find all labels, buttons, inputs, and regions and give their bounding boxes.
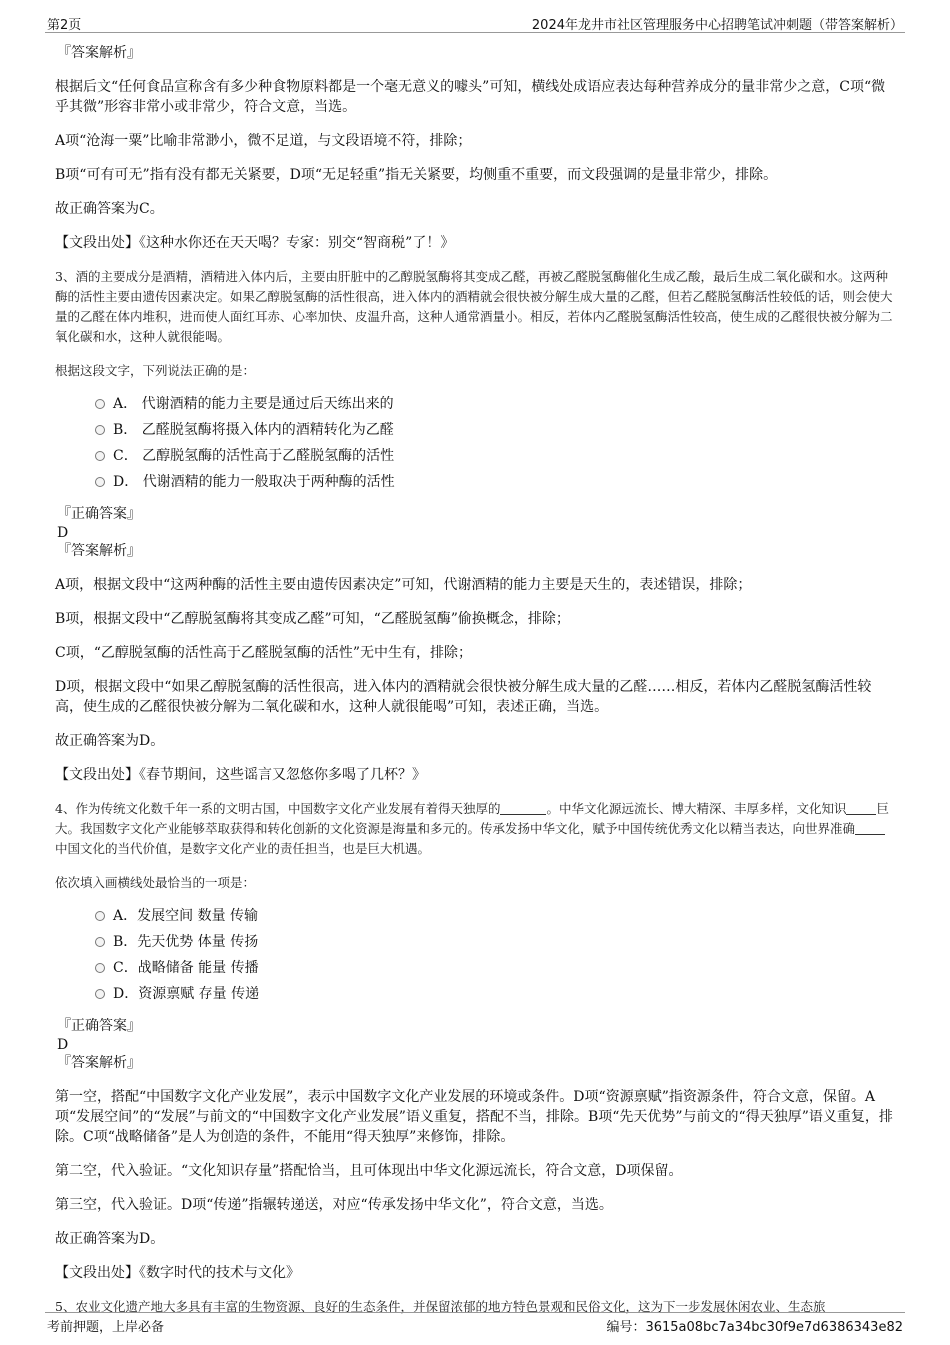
q4-answer: D bbox=[57, 1037, 69, 1053]
q3-analysis-a: A项，根据文段中“这两种酶的活性主要由遗传因素决定”可知，代谢酒精的能力主要是天生的，表述错误，排除； bbox=[55, 577, 752, 593]
q3-option-d[interactable]: D． 代谢酒精的能力一般取决于两种酶的活性 bbox=[95, 469, 895, 495]
q5-stem-partial: 5、农业文化遗产地大多具有丰富的生物资源、良好的生态条件，并保留浓郁的地方特色景观和民俗文化，这为下一步发展休闲农业、生态旅 bbox=[55, 1299, 826, 1314]
q3-analysis-c: C项，“乙醇脱氢酶的活性高于乙醛脱氢酶的活性”无中生有，排除； bbox=[55, 645, 473, 661]
blank-2 bbox=[846, 800, 876, 815]
q3-stem: 3、酒的主要成分是酒精，酒精进入体内后，主要由肝脏中的乙醇脱氢酶将其变成乙醛，再被乙醛脱氢酶催化生成乙酸，最后生成二氧化碳和水。这两种酶的活性主要由遗传因素决定。如果乙醇脱氢酶的活性很高，进入体内的酒精就会很快被分解生成大量的乙醛，但若乙醛脱氢酶活性较低的话，则会使大量的乙醛在体内堆积，进而使人面红耳赤、心率加快、皮温升高，这种人通常酒量小。相反，若体内乙醛脱氢酶活性较高，使生成的乙醛很快被分解为二氧化碳和水，这种人就很能喝。 bbox=[55, 269, 893, 344]
footer-slogan: 考前押题，上岸必备 bbox=[47, 1320, 165, 1335]
q4-options bbox=[95, 903, 895, 1007]
radio-button[interactable] bbox=[95, 425, 105, 435]
page-header bbox=[45, 12, 905, 33]
q4-option-b[interactable]: B．先天优势 体量 传扬 bbox=[95, 929, 895, 955]
q4-prompt: 依次填入画横线处最恰当的一项是： bbox=[55, 875, 256, 890]
q3-analysis-b: B项，根据文段中“乙醇脱氢酶将其变成乙醛”可知，“乙醛脱氢酶”偷换概念，排除； bbox=[55, 611, 570, 627]
radio-button[interactable] bbox=[95, 937, 105, 947]
q4-analysis-1: 第一空，搭配“中国数字文化产业发展”，表示中国数字文化产业发展的环境或条件。D项“资源禀赋”指资源条件，符合文意，保留。A项“发展空间”的“发展”与前文的“中国数字文化产业发展”语义重复，搭配不当，排除。B项“先天优势”与前文的“得天独厚”语义重复，排除。C项“战略储备”是人为创造的条件，不能用“得天独厚”来修饰，排除。 bbox=[55, 1089, 893, 1145]
q3-conclusion: 故正确答案为D。 bbox=[55, 733, 165, 749]
analysis-label: 『答案解析』 bbox=[57, 45, 141, 61]
radio-button[interactable] bbox=[95, 399, 105, 409]
q3-analysis-d: D项，根据文段中“如果乙醇脱氢酶的活性很高，进入体内的酒精就会很快被分解生成大量的乙醛……相反，若体内乙醛脱氢酶活性较高，使生成的乙醛很快被分解为二氧化碳和水，这种人就很能喝”可知，表述正确，当选。 bbox=[55, 679, 872, 715]
radio-button[interactable] bbox=[95, 911, 105, 921]
q4-stem: 4、作为传统文化数千年一系的文明古国，中国数字文化产业发展有着得天独厚的 。中华文化源远流长、博大精深、丰厚多样，文化知识 巨大。我国数字文化产业能够萃取获得和转化创新的文化资源是海量和多元的。传承发扬中华文化，赋予中国传统优秀文化以精当表达，向世界准确中国文化的当代价值，是数字文化产业的责任担当，也是巨大机遇。 bbox=[55, 801, 889, 856]
q2-analysis-p1: 根据后文“任何食品宣称含有多少种食物原料都是一个毫无意义的噱头”可知，横线处成语应表达每种营养成分的量非常少之意，C项“微乎其微”形容非常小或非常少，符合文意，当选。 bbox=[55, 79, 886, 115]
radio-button[interactable] bbox=[95, 477, 105, 487]
correct-answer-label: 『正确答案』 bbox=[57, 1018, 141, 1034]
correct-answer-label: 『正确答案』 bbox=[57, 506, 141, 522]
q3-option-c[interactable]: C． 乙醇脱氢酶的活性高于乙醛脱氢酶的活性 bbox=[95, 443, 895, 469]
q3-source: 【文段出处】《春节期间，这些谣言又忽悠你多喝了几杯？》 bbox=[55, 767, 426, 783]
q2-analysis-p3: B项“可有可无”指有没有都无关紧要，D项“无足轻重”指无关紧要，均侧重不重要，而文段强调的是量非常少，排除。 bbox=[55, 167, 778, 183]
document-title: 2024年龙井市社区管理服务中心招聘笔试冲刺题（带答案解析） bbox=[531, 18, 903, 33]
q4-option-a[interactable]: A．发展空间 数量 传输 bbox=[95, 903, 895, 929]
radio-button[interactable] bbox=[95, 989, 105, 999]
analysis-label: 『答案解析』 bbox=[57, 543, 141, 559]
q3-option-b[interactable]: B． 乙醛脱氢酶将摄入体内的酒精转化为乙醛 bbox=[95, 417, 895, 443]
q4-source: 【文段出处】《数字时代的技术与文化》 bbox=[55, 1265, 300, 1281]
q4-analysis-3: 第三空，代入验证。D项“传递”指辗转递送，对应“传承发扬中华文化”，符合文意，当选。 bbox=[55, 1197, 613, 1213]
q4-conclusion: 故正确答案为D。 bbox=[55, 1231, 165, 1247]
blank-1 bbox=[500, 800, 546, 815]
q3-options bbox=[95, 391, 895, 495]
q2-analysis-p4: 故正确答案为C。 bbox=[55, 201, 164, 217]
q4-option-d[interactable]: D．资源禀赋 存量 传递 bbox=[95, 981, 895, 1007]
q2-source: 【文段出处】《这种水你还在天天喝？专家：别交“智商税”了！》 bbox=[55, 235, 455, 251]
radio-button[interactable] bbox=[95, 963, 105, 973]
q3-option-a[interactable]: A． 代谢酒精的能力主要是通过后天练出来的 bbox=[95, 391, 895, 417]
page-number: 第2页 bbox=[47, 18, 82, 33]
q4-analysis-2: 第二空，代入验证。“文化知识存量”搭配恰当，且可体现出中华文化源远流长，符合文意，D项保留。 bbox=[55, 1163, 683, 1179]
analysis-label: 『答案解析』 bbox=[57, 1055, 141, 1071]
radio-button[interactable] bbox=[95, 451, 105, 461]
q3-answer: D bbox=[57, 525, 69, 541]
q2-analysis-p2: A项“沧海一粟”比喻非常渺小，微不足道，与文段语境不符，排除； bbox=[55, 133, 472, 149]
page-content bbox=[55, 44, 895, 1314]
blank-3 bbox=[855, 820, 885, 835]
q4-option-c[interactable]: C．战略储备 能量 传播 bbox=[95, 955, 895, 981]
document-id: 编号：3615a08bc7a34bc30f9e7d6386343e82 bbox=[606, 1320, 903, 1335]
page-footer bbox=[45, 1312, 905, 1335]
q3-prompt: 根据这段文字，下列说法正确的是： bbox=[55, 363, 256, 378]
